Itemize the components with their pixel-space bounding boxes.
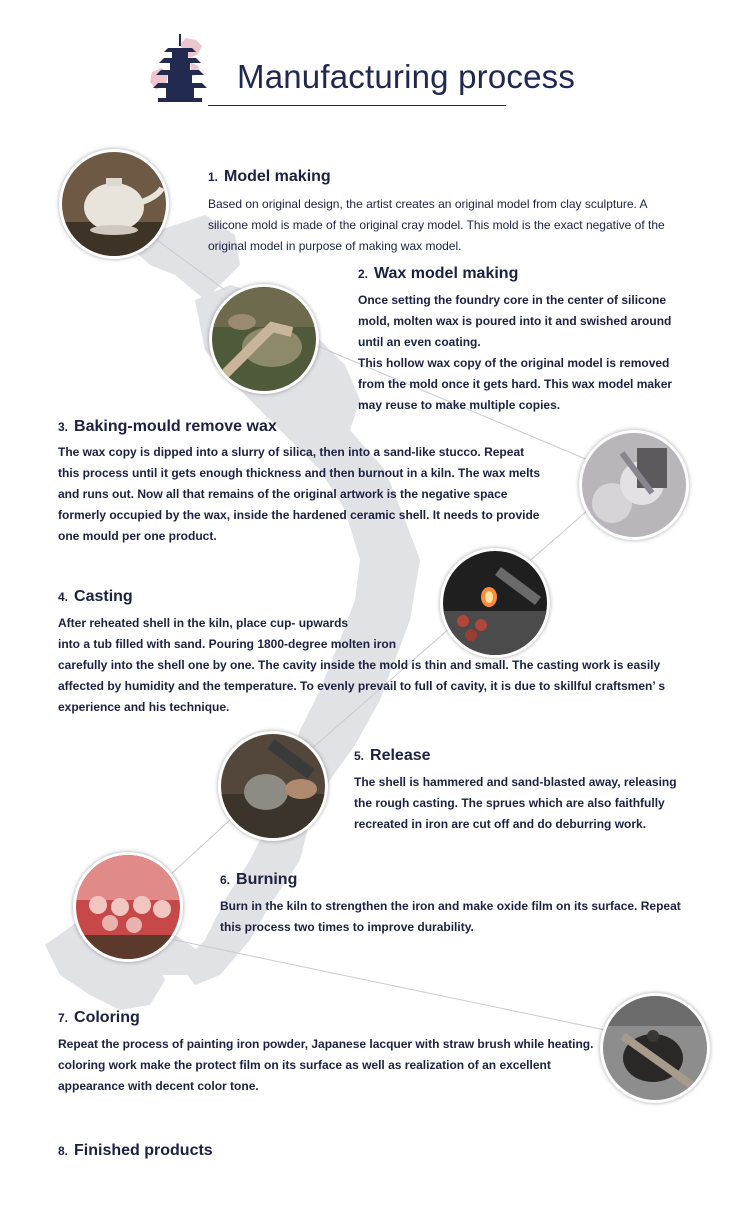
step-7-title-text: Coloring: [74, 1009, 140, 1026]
title-underline: [208, 105, 506, 106]
connector-line-6-7: [175, 940, 605, 1030]
step-7-description: Repeat the process of painting iron powder, Japanese lacquer with straw brush while heating. coloring work make the protect film on its surface as well as realization of an excellent appearance with decent color tone.: [58, 1037, 594, 1093]
step-4-title-text: Casting: [74, 588, 133, 605]
step-7-title: [58, 1009, 140, 1027]
step-6-description: Burn in the kiln to strengthen the iron and make oxide film on its surface. Repeat this process two times to improve durability.: [220, 899, 681, 934]
page-title: Manufacturing process: [237, 58, 576, 95]
step-6-title-text: Burning: [236, 871, 298, 888]
step-8-number: 8.: [58, 1144, 69, 1158]
step-4-line-1: After reheated shell in the kiln, place cup- upwards: [58, 616, 349, 630]
step-5-number: 5.: [354, 749, 365, 763]
step-4-description: [58, 613, 678, 718]
photo-coloring: [600, 993, 710, 1103]
pagoda-logo-icon: [146, 32, 216, 110]
step-4-number: 4.: [58, 590, 69, 604]
photo-model-making: [59, 149, 169, 259]
step-1-title: [208, 168, 331, 186]
step-1-number: 1.: [208, 170, 219, 184]
step-3-description: The wax copy is dipped into a slurry of silica, then into a sand-like stucco. Repeat this process until it gets enough thickness and then burnout in a kiln. The wax melts and runs out. Now all that remains of the original artwork is the negative space formerly occupied by the wax, inside the hardened ceramic shell. It needs to provide one mould per one product.: [58, 445, 541, 543]
step-4-title: [58, 588, 133, 606]
photo-release: [218, 731, 328, 841]
step-3-number: 3.: [58, 420, 69, 434]
step-1-title-text: Model making: [224, 168, 331, 185]
photo-wax-model-making: [209, 284, 319, 394]
connector-line-5-6: [170, 820, 230, 875]
step-3-title-text: Baking-mould remove wax: [74, 418, 277, 435]
step-8-title-text: Finished products: [74, 1142, 213, 1159]
step-5-title-text: Release: [370, 747, 431, 764]
step-2-paragraph-2: This hollow wax copy of the original model is removed from the mold once it gets hard. This wax model maker may reuse to make multiple copies.: [358, 356, 673, 412]
step-2-paragraph-1: Once setting the foundry core in the center of silicone mold, molten wax is poured into it and swished around until an even coating.: [358, 293, 672, 349]
photo-baking-mould: [579, 430, 689, 540]
photo-burning: [73, 852, 183, 962]
step-6-title: [220, 871, 297, 889]
step-8-title: [58, 1142, 213, 1160]
step-7-number: 7.: [58, 1011, 69, 1025]
step-2-title: [358, 265, 518, 283]
step-2-title-text: Wax model making: [374, 265, 519, 282]
step-6-number: 6.: [220, 873, 231, 887]
step-3-title: [58, 418, 277, 436]
step-2-description: [358, 290, 688, 416]
step-4-paragraph: carefully into the shell one by one. The cavity inside the mold is thin and small. The casting work is easily affected by humidity and the temperature. To evenly prevail to full of cavity, it is due to skillful craftsmen’ s experience and his technique.: [58, 658, 666, 714]
step-5-title: [354, 747, 431, 765]
step-1-description: Based on original design, the artist creates an original model from clay sculpture. A silicone mold is made of the original cray model. This mold is the exact negative of the original model in purpose of making wax model.: [208, 197, 665, 253]
step-4-line-2: into a tub filled with sand. Pouring 1800-degree molten iron: [58, 637, 397, 651]
step-2-number: 2.: [358, 267, 369, 281]
step-5-description: The shell is hammered and sand-blasted away, releasing the rough casting. The sprues which are also faithfully recreated in iron are cut off and do deburring work.: [354, 775, 677, 831]
